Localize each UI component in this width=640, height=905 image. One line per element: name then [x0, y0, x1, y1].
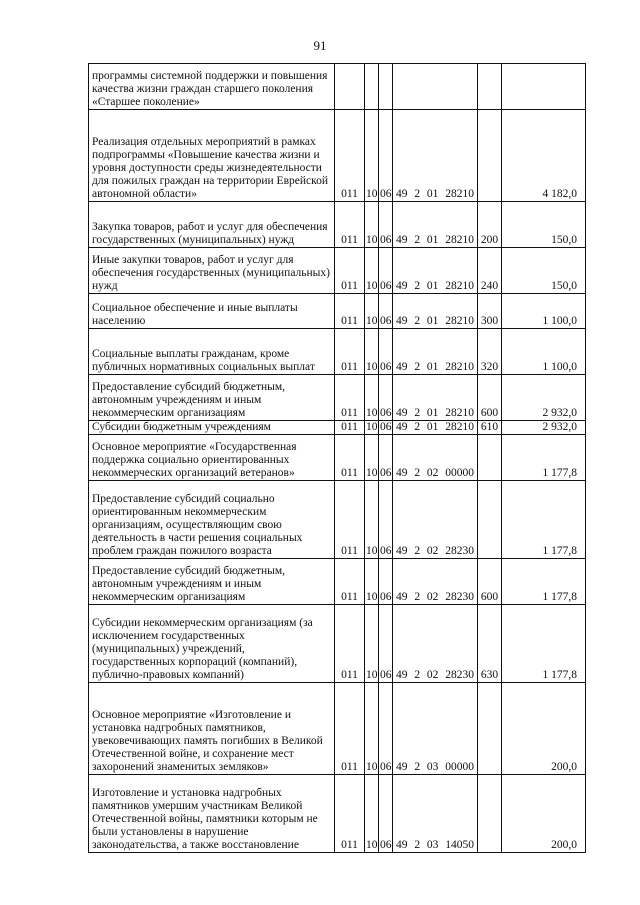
target-article-part: 00000: [445, 761, 474, 773]
budget-table: [88, 63, 586, 853]
row-target-article-cell: [393, 329, 478, 375]
table-row: [89, 375, 586, 421]
row-amount-cell: 2 932,0: [502, 421, 586, 435]
row-expense-type-cell: 600: [478, 559, 502, 605]
row-name-cell: Субсидии бюджетным учреждениям: [89, 421, 335, 435]
target-article-part: 49: [396, 545, 408, 557]
target-article-part: 28230: [445, 545, 474, 557]
row-section-cell: 10: [365, 110, 379, 202]
table-row: [89, 421, 586, 435]
target-article-part: 2: [414, 407, 421, 419]
row-subsection-cell: 06: [380, 421, 392, 433]
target-article-part: 2: [414, 315, 421, 327]
row-amount-cell: 4 182,0: [502, 110, 586, 202]
row-expense-type-cell: [478, 64, 502, 110]
row-subsection-cell: 06: [379, 110, 393, 202]
row-name-cell: Основное мероприятие «Государственная поддержка социально ориентированных некоммерческих организаций ветеранов»: [89, 435, 335, 481]
table-row: [89, 559, 586, 605]
row-expense-type-cell: 610: [478, 421, 502, 435]
row-subsection-cell: 06: [379, 435, 393, 481]
table-row: [89, 329, 586, 375]
table-row: [89, 435, 586, 481]
row-grbs-cell: 011: [335, 435, 365, 481]
row-target-article-cell: [393, 202, 478, 248]
row-subsection-cell: 06: [379, 375, 393, 421]
row-amount-cell: 1 177,8: [502, 435, 586, 481]
table-row: [89, 605, 586, 683]
target-article-part: 49: [396, 761, 408, 773]
row-name-cell: Реализация отдельных мероприятий в рамках подпрограммы «Повышение качества жизни и уровня доступности среды жизнедеятельности для пожилых граждан на территории Еврейской автономной области»: [89, 110, 335, 202]
row-target-article-cell: [393, 110, 478, 202]
row-target-article-cell: [393, 481, 478, 559]
row-name-cell: Социальное обеспечение и иные выплаты населению: [89, 294, 335, 329]
target-article-part: 28210: [445, 280, 474, 292]
row-section-cell: 10: [365, 481, 379, 559]
target-article-part: 28210: [445, 407, 474, 419]
table-row: [89, 202, 586, 248]
table-row: [89, 683, 586, 775]
row-expense-type-cell: 630: [478, 605, 502, 683]
target-article-part: 2: [414, 467, 421, 479]
row-section-cell: 10: [365, 559, 379, 605]
row-grbs-cell: 011: [335, 110, 365, 202]
target-article-part: 01: [426, 361, 439, 373]
row-section-cell: 10: [366, 421, 378, 433]
target-article-part: 14050: [445, 839, 474, 851]
target-article-part: 2: [414, 839, 421, 851]
target-article-part: 49: [396, 280, 408, 292]
page-number: 91: [313, 38, 327, 53]
row-subsection-cell: [379, 64, 393, 110]
target-article-part: 28210: [445, 421, 474, 433]
target-article-part: 49: [396, 669, 408, 681]
target-article-part: 49: [396, 315, 408, 327]
row-target-article-cell: [393, 605, 478, 683]
row-target-article-cell: [393, 683, 478, 775]
row-subsection-cell: 06: [379, 248, 393, 294]
row-expense-type-cell: [478, 435, 502, 481]
target-article-part: 02: [426, 545, 439, 557]
row-name-cell: Социальные выплаты гражданам, кроме публичных нормативных социальных выплат: [89, 329, 335, 375]
row-target-article-cell: [393, 248, 478, 294]
target-article-part: 28210: [445, 361, 474, 373]
row-expense-type-cell: [478, 481, 502, 559]
row-section-cell: 10: [365, 329, 379, 375]
row-section-cell: 10: [365, 605, 379, 683]
row-amount-cell: 1 177,8: [502, 605, 586, 683]
row-expense-type-cell: [478, 683, 502, 775]
row-grbs-cell: 011: [335, 605, 365, 683]
target-article-part: 2: [414, 761, 421, 773]
row-amount-cell: 1 177,8: [502, 559, 586, 605]
target-article-part: 00000: [445, 467, 474, 479]
target-article-part: 2: [414, 280, 421, 292]
row-target-article-cell: [393, 435, 478, 481]
target-article-part: 01: [426, 315, 439, 327]
target-article-part: 28230: [445, 669, 474, 681]
target-article-part: 2: [414, 188, 421, 200]
target-article-part: 49: [396, 234, 408, 246]
row-name-cell: Основное мероприятие «Изготовление и установка надгробных памятников, увековечивающих память погибших в Великой Отечественной войне, и сохранение мест захоронений знаменитых земляков»: [89, 683, 335, 775]
row-name-cell: Иные закупки товаров, работ и услуг для обеспечения государственных (муниципальных) нужд: [89, 248, 335, 294]
target-article-part: 2: [414, 421, 421, 433]
budget-table-body: [89, 64, 586, 853]
target-article-part: 49: [396, 421, 408, 433]
row-grbs-cell: 011: [335, 683, 365, 775]
row-amount-cell: 1 100,0: [502, 329, 586, 375]
row-target-article-cell: [393, 421, 478, 435]
row-target-article-cell: [393, 294, 478, 329]
target-article-part: 28210: [445, 188, 474, 200]
row-expense-type-cell: 300: [478, 294, 502, 329]
row-target-article-cell: [393, 375, 478, 421]
row-amount-cell: 150,0: [502, 248, 586, 294]
table-row: [89, 294, 586, 329]
row-grbs-cell: 011: [335, 375, 365, 421]
target-article-part: 03: [426, 761, 439, 773]
target-article-part: 03: [426, 839, 439, 851]
row-section-cell: 10: [365, 683, 379, 775]
row-subsection-cell: 06: [379, 481, 393, 559]
target-article-part: 28210: [445, 315, 474, 327]
row-name-cell: Предоставление субсидий социально ориентированным некоммерческим организациям, осуществляющим свою деятельность в части решения социальных проблем граждан пожилого возраста: [89, 481, 335, 559]
row-name-cell: Изготовление и установка надгробных памятников умершим участникам Великой Отечественной войны, памятники которым не были установлены в нарушение законодательства, а также восстановление: [89, 775, 335, 853]
row-expense-type-cell: 600: [478, 375, 502, 421]
target-article-part: 02: [426, 467, 439, 479]
row-grbs-cell: 011: [335, 294, 365, 329]
row-name-cell: Закупка товаров, работ и услуг для обеспечения государственных (муниципальных) нужд: [89, 202, 335, 248]
row-name-cell: программы системной поддержки и повышения качества жизни граждан старшего поколения «Старшее поколение»: [89, 64, 335, 110]
row-amount-cell: 2 932,0: [502, 375, 586, 421]
row-subsection-cell: 06: [379, 294, 393, 329]
target-article-part: 01: [426, 188, 439, 200]
row-grbs-cell: 011: [335, 775, 365, 853]
row-section-cell: 10: [365, 435, 379, 481]
target-article-part: 2: [414, 361, 421, 373]
row-amount-cell: 1 100,0: [502, 294, 586, 329]
row-expense-type-cell: [478, 775, 502, 853]
table-row: [89, 248, 586, 294]
row-name-cell: Субсидии некоммерческим организациям (за исключением государственных (муниципальных) учреждений, государственных корпораций (компаний), публично-правовых компаний): [89, 605, 335, 683]
target-article-part: 49: [396, 467, 408, 479]
row-subsection-cell: 06: [379, 559, 393, 605]
target-article-part: 28210: [445, 234, 474, 246]
target-article-part: 2: [414, 591, 421, 603]
row-grbs-cell: 011: [335, 559, 365, 605]
table-row: [89, 64, 586, 110]
row-amount-cell: [502, 64, 586, 110]
target-article-part: 2: [414, 234, 421, 246]
row-subsection-cell: 06: [379, 683, 393, 775]
target-article-part: 2: [414, 669, 421, 681]
row-grbs-cell: [335, 64, 365, 110]
target-article-part: 49: [396, 407, 408, 419]
row-section-cell: 10: [365, 202, 379, 248]
row-subsection-cell: 06: [379, 202, 393, 248]
table-row: [89, 481, 586, 559]
row-grbs-cell: 011: [335, 421, 365, 435]
target-article-part: 28230: [445, 591, 474, 603]
target-article-part: 01: [426, 421, 439, 433]
row-expense-type-cell: 200: [478, 202, 502, 248]
row-amount-cell: 1 177,8: [502, 481, 586, 559]
target-article-part: 02: [426, 669, 439, 681]
row-amount-cell: 200,0: [502, 775, 586, 853]
row-amount-cell: 150,0: [502, 202, 586, 248]
target-article-part: 01: [426, 280, 439, 292]
row-target-article-cell: [393, 775, 478, 853]
row-grbs-cell: 011: [335, 329, 365, 375]
row-section-cell: [365, 64, 379, 110]
table-row: [89, 775, 586, 853]
row-grbs-cell: 011: [335, 248, 365, 294]
row-subsection-cell: 06: [379, 605, 393, 683]
target-article-part: 2: [414, 545, 421, 557]
target-article-part: 49: [396, 591, 408, 603]
row-grbs-cell: 011: [335, 481, 365, 559]
target-article-part: 49: [396, 188, 408, 200]
row-target-article-cell: [393, 559, 478, 605]
target-article-part: 02: [426, 591, 439, 603]
row-amount-cell: 200,0: [502, 683, 586, 775]
row-subsection-cell: 06: [379, 775, 393, 853]
row-target-article-cell: [393, 64, 478, 110]
row-expense-type-cell: [478, 110, 502, 202]
row-section-cell: 10: [365, 375, 379, 421]
target-article-part: 49: [396, 839, 408, 851]
row-expense-type-cell: 240: [478, 248, 502, 294]
row-section-cell: 10: [365, 294, 379, 329]
row-grbs-cell: 011: [335, 202, 365, 248]
target-article-part: 01: [426, 234, 439, 246]
row-expense-type-cell: 320: [478, 329, 502, 375]
target-article-part: 49: [396, 361, 408, 373]
target-article-part: 01: [426, 407, 439, 419]
row-section-cell: 10: [365, 248, 379, 294]
row-name-cell: Предоставление субсидий бюджетным, автономным учреждениям и иным некоммерческим организациям: [89, 559, 335, 605]
row-name-cell: Предоставление субсидий бюджетным, автономным учреждениям и иным некоммерческим организациям: [89, 375, 335, 421]
row-subsection-cell: 06: [379, 329, 393, 375]
table-row: [89, 110, 586, 202]
row-section-cell: 10: [365, 775, 379, 853]
